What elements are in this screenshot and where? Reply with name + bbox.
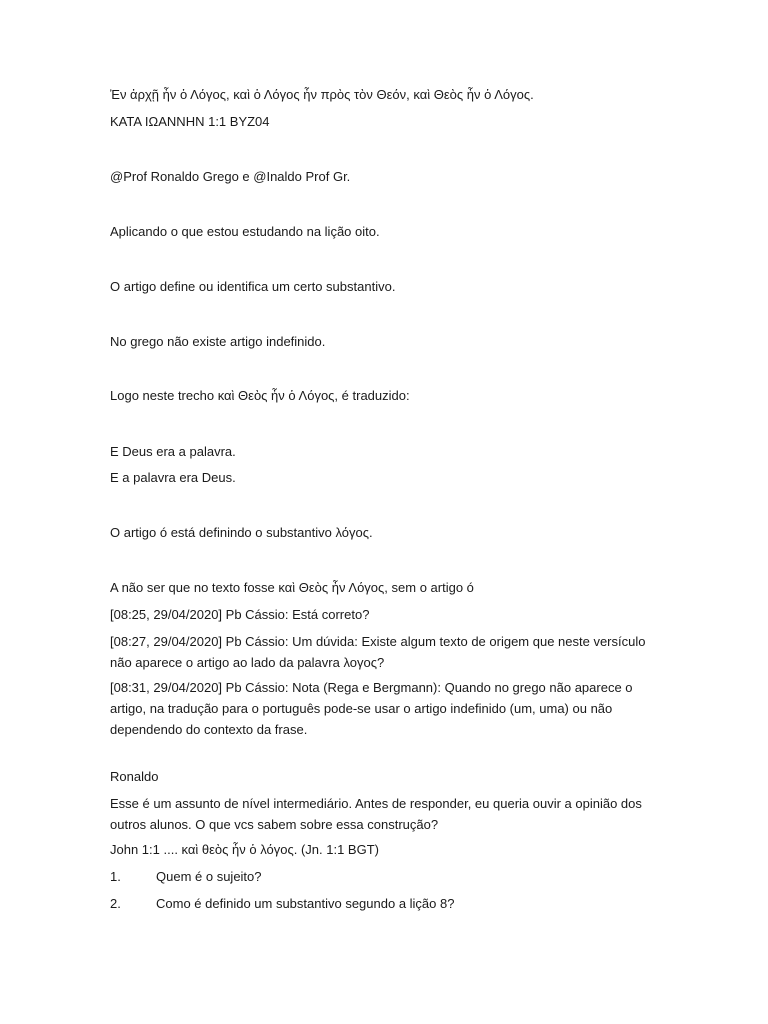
paragraph-article-defines: O artigo ó está definindo o substantivo λόγος.	[110, 525, 373, 540]
mentions-line: @Prof Ronaldo Grego e @Inaldo Prof Gr.	[110, 169, 351, 184]
translation-option-1: E Deus era a palavra.	[110, 444, 236, 459]
paragraph-article-definition: O artigo define ou identifica um certo substantivo.	[110, 279, 396, 294]
chat-message-1: [08:25, 29/04/2020] Pb Cássio: Está correto?	[110, 607, 370, 622]
chat-message-2: [08:27, 29/04/2020] Pb Cássio: Um dúvida: Existe algum texto de origem que neste versículo não aparece o artigo ao lado da palavra λογος?	[110, 634, 646, 670]
john-reference: John 1:1 .... καὶ θεὸς ἦν ὁ λόγος. (Jn. 1:1 BGT)	[110, 842, 379, 857]
reply-author: Ronaldo	[110, 769, 159, 784]
question-text: Como é definido um substantivo segundo a lição 8?	[156, 896, 455, 911]
reply-text: Esse é um assunto de nível intermediário. Antes de responder, eu queria ouvir a opinião dos outros alunos. O que vcs sabem sobre essa construção?	[110, 796, 642, 832]
paragraph-lesson: Aplicando o que estou estudando na lição oito.	[110, 224, 380, 239]
paragraph-translation-intro: Logo neste trecho καὶ Θεὸς ἦν ὁ Λόγος, é traduzido:	[110, 388, 410, 403]
translation-option-2: E a palavra era Deus.	[110, 470, 236, 485]
verse-reference: ΚΑΤΑ ΙΩΑΝΝΗΝ 1:1 BYZ04	[110, 114, 270, 129]
greek-verse: Ἐν ἀρχῇ ἦν ὁ Λόγος, καὶ ὁ Λόγος ἦν πρὸς τὸν Θεόν, καὶ Θεὸς ἦν ὁ Λόγος.	[110, 87, 534, 102]
chat-message-3: [08:31, 29/04/2020] Pb Cássio: Nota (Rega e Bergmann): Quando no grego não aparece o artigo, na tradução para o português pode-se usar o artigo indefinido (um, uma) ou não dependendo do contexto da frase.	[110, 680, 633, 737]
question-text: Quem é o sujeito?	[156, 869, 262, 884]
paragraph-no-indefinite-article: No grego não existe artigo indefinido.	[110, 334, 326, 349]
paragraph-without-article: A não ser que no texto fosse καὶ Θεὸς ἦν Λόγος, sem o artigo ó	[110, 580, 474, 595]
question-number: 1.	[110, 869, 121, 884]
question-number: 2.	[110, 896, 121, 911]
